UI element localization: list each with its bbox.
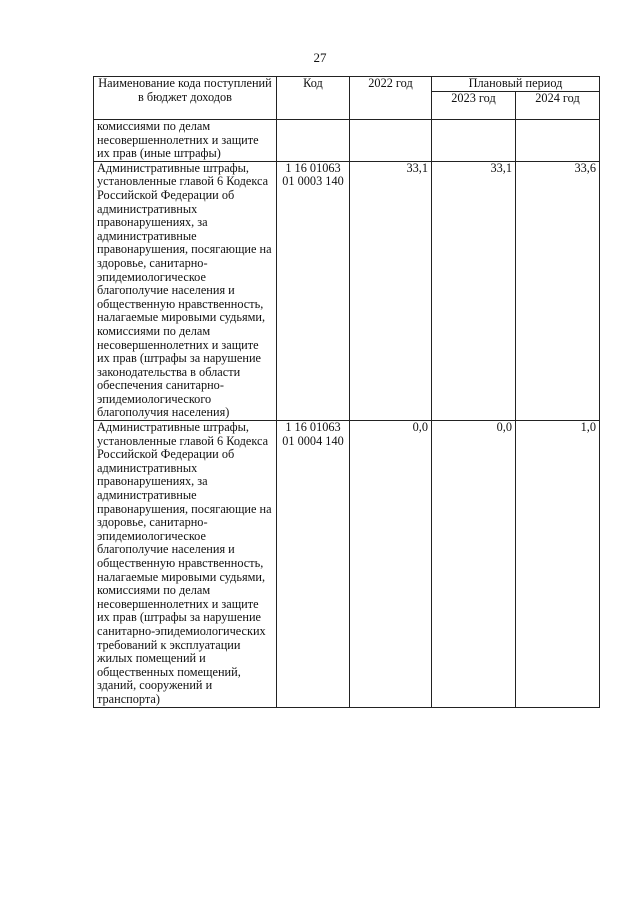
- row-code: 1 16 01063 01 0003 140: [277, 161, 350, 420]
- row-value-2024: [516, 120, 600, 162]
- header-planned-period: Плановый период: [432, 77, 600, 92]
- row-name: Административные штрафы, установленные главой 6 Кодекса Российской Федерации об административных правонарушениях, за административные правонарушения, посягающие на здоровье, санитарно-эпидемиологическое благополучие населения и общественную нравственность, налагаемые мировыми судьями, комиссиями по делам несовершеннолетних и защите их прав (штрафы за нарушение законодательства в области обеспечения санитарно-эпидемиологического благополучия населения): [94, 161, 277, 420]
- row-value-2022: 0,0: [350, 421, 432, 707]
- row-value-2024: 1,0: [516, 421, 600, 707]
- header-name: Наименование кода поступлений в бюджет доходов: [94, 77, 277, 120]
- header-row: [94, 77, 600, 92]
- row-value-2022: [350, 120, 432, 162]
- row-name: Административные штрафы, установленные главой 6 Кодекса Российской Федерации об административных правонарушениях, за административные правонарушения, посягающие на здоровье, санитарно-эпидемиологическое благополучие населения и общественную нравственность, налагаемые мировыми судьями, комиссиями по делам несовершеннолетних и защите их прав (штрафы за нарушение санитарно-эпидемиологических требований к эксплуатации жилых помещений и общественных помещений, зданий, сооружений и транспорта): [94, 421, 277, 707]
- row-value-2024: 33,6: [516, 161, 600, 420]
- row-code: 1 16 01063 01 0004 140: [277, 421, 350, 707]
- table-row: [94, 120, 600, 162]
- header-2023: 2023 год: [432, 92, 516, 120]
- row-value-2023: 33,1: [432, 161, 516, 420]
- page-number: 27: [313, 50, 327, 65]
- header-code: Код: [277, 77, 350, 120]
- header-2024: 2024 год: [516, 92, 600, 120]
- revenue-table: [93, 76, 600, 708]
- row-value-2022: 33,1: [350, 161, 432, 420]
- header-2022: 2022 год: [350, 77, 432, 120]
- row-code: [277, 120, 350, 162]
- table-row: [94, 421, 600, 707]
- table-row: [94, 161, 600, 420]
- row-value-2023: 0,0: [432, 421, 516, 707]
- row-name: комиссиями по делам несовершеннолетних и защите их прав (иные штрафы): [94, 120, 277, 162]
- row-value-2023: [432, 120, 516, 162]
